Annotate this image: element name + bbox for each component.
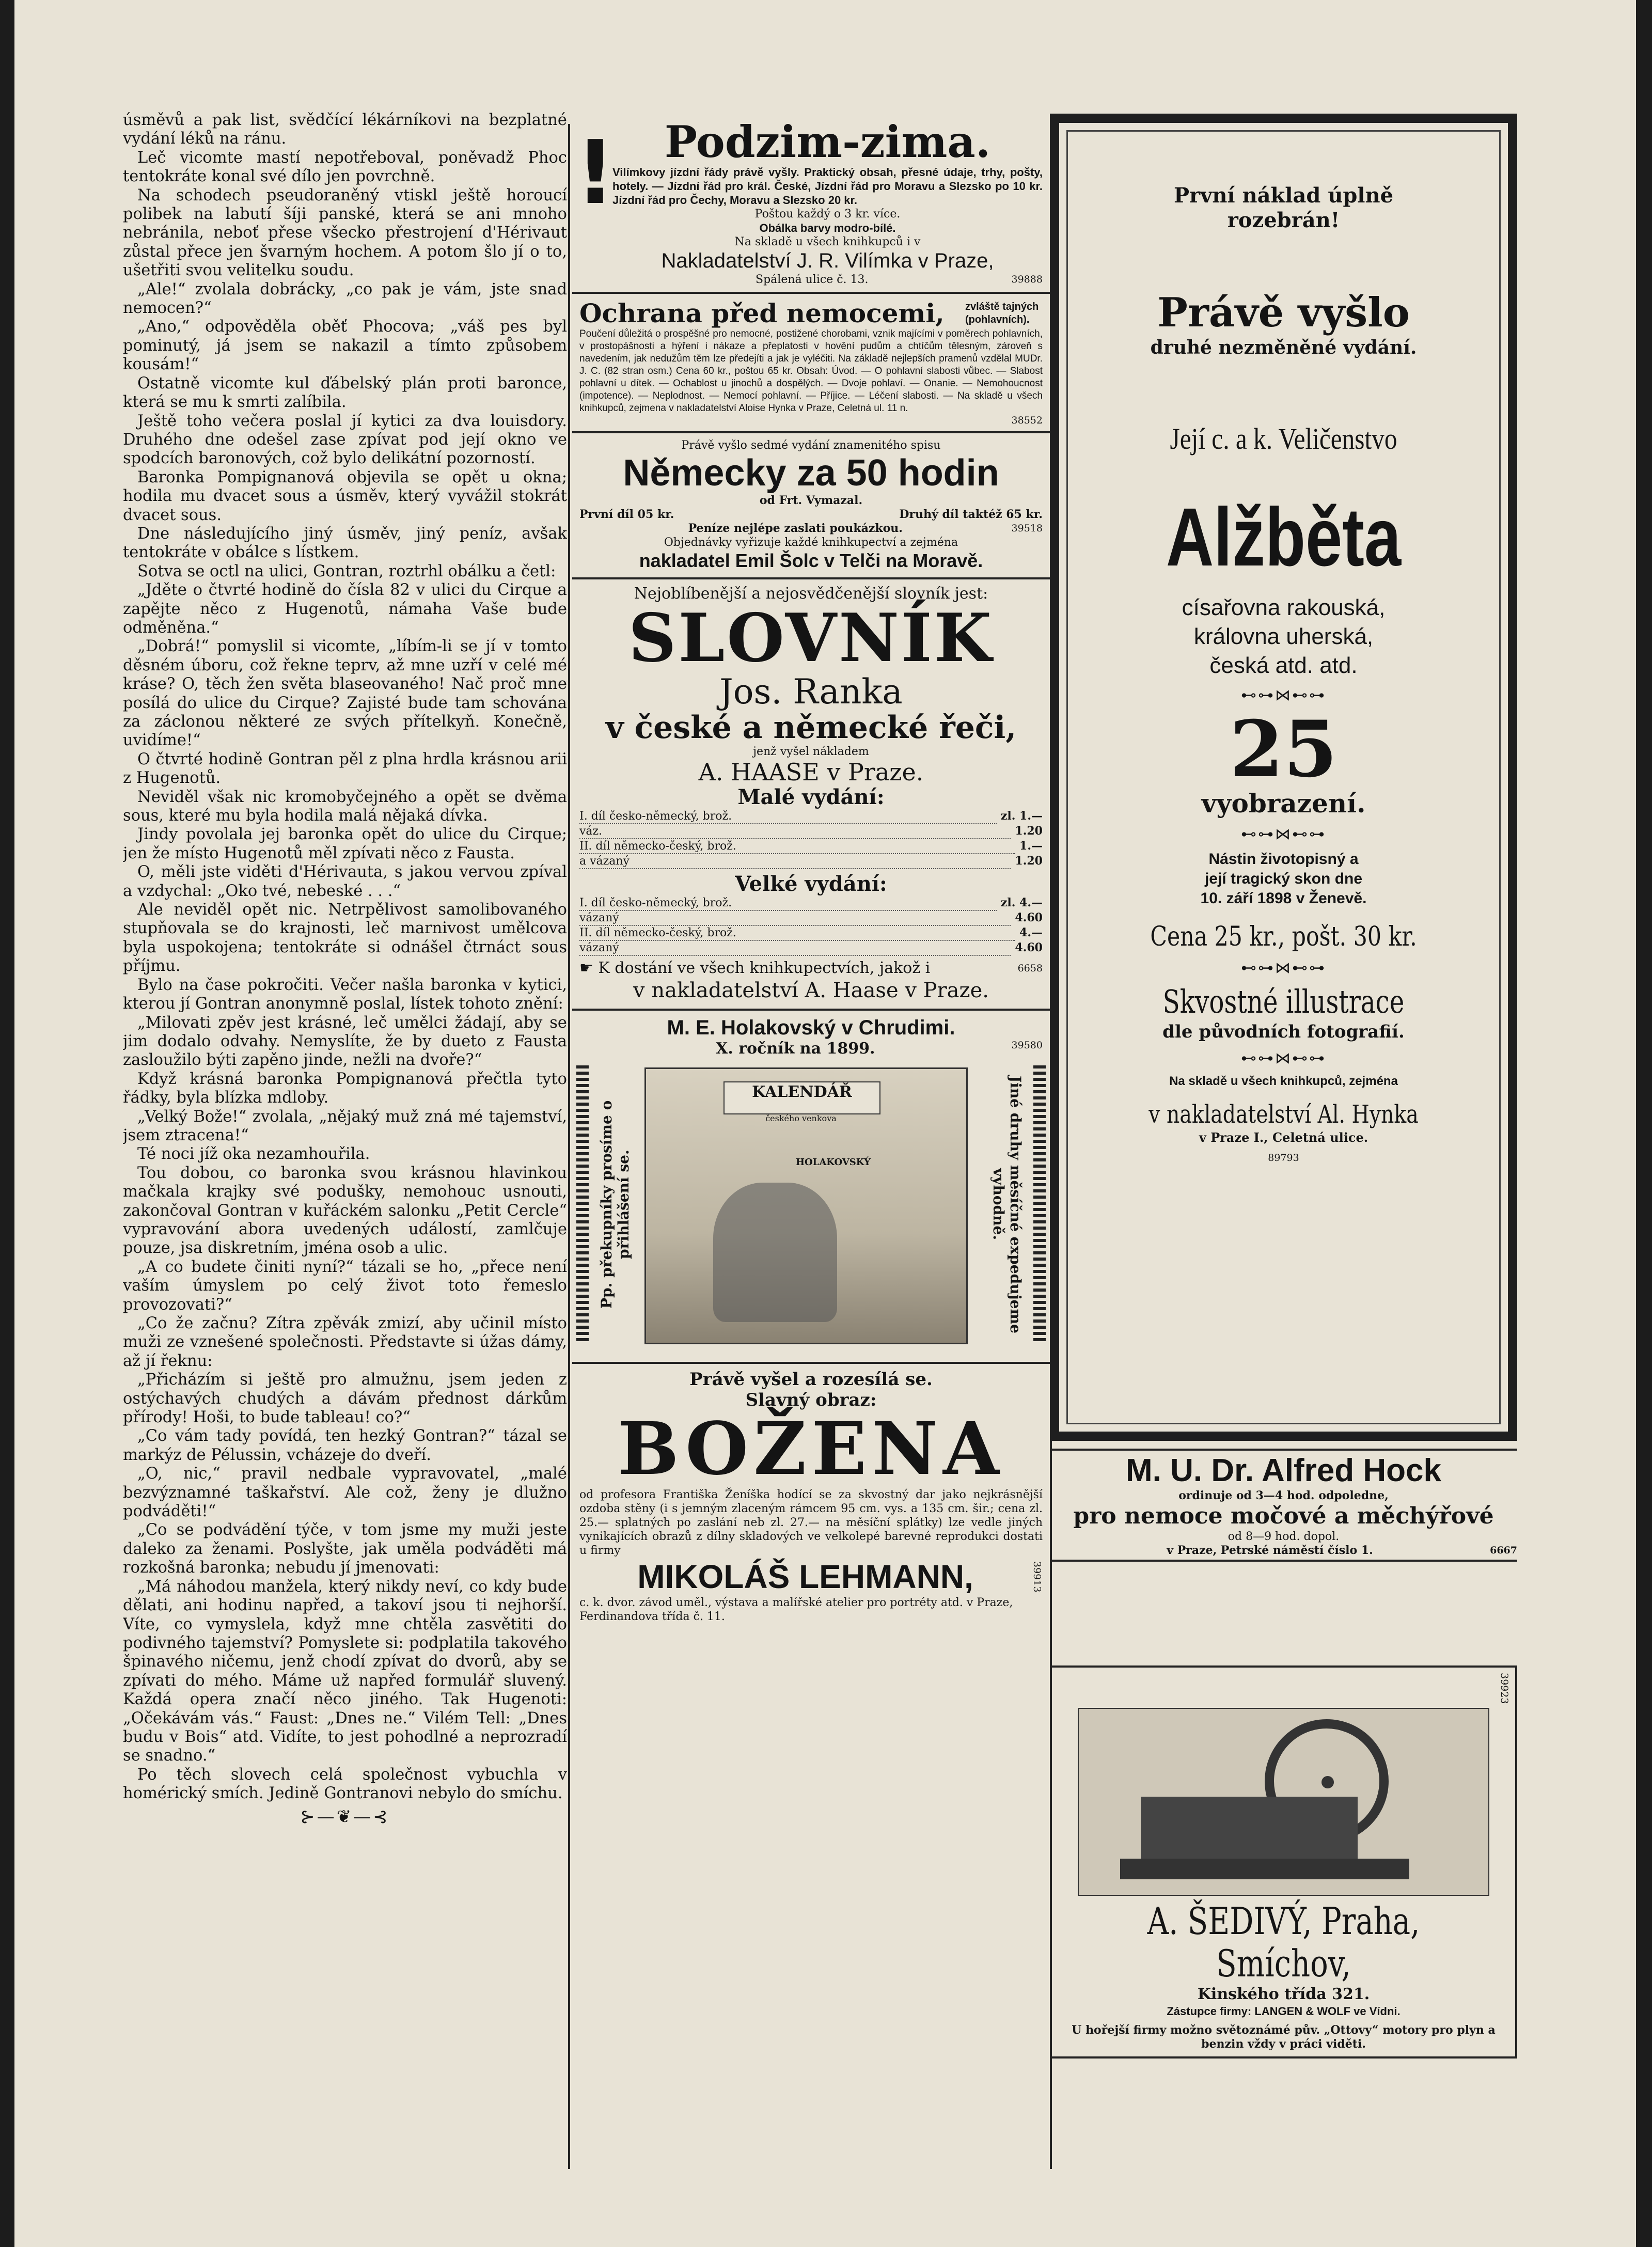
ad-publisher: Nakladatelství J. R. Vilímka v Praze, — [661, 249, 994, 272]
price-label: I. díl česko-německý, brož. — [579, 809, 997, 824]
price-label: I. díl česko-německý, brož. — [579, 896, 997, 911]
ad-title: SLOVNÍK — [628, 600, 994, 677]
ad-publisher: A. HAASE v Praze. — [698, 758, 924, 786]
ad-ref: 39888 — [1011, 274, 1043, 285]
story-paragraph: Jindy povolala jej baronka opět do ulice du Cirque; jen že místo Hugenotů měl zpívati něco z Fausta. — [123, 825, 567, 862]
ad-photos: dle původních fotografií. — [1162, 1022, 1405, 1042]
ad-line2: Objednávky vyřizuje každé knihkupectví a zejména — [664, 536, 958, 549]
calendar-cover-illustration — [644, 1067, 968, 1344]
ad-address: Spálená ulice č. 13. — [756, 273, 869, 286]
story-paragraph: „Ano,“ odpověděla oběť Phocova; „váš pes byl pominutý, já jsem se nakazil a tímto způsobem kousám!“ — [123, 318, 567, 374]
ad-illustrations: vyobrazení. — [1201, 788, 1366, 819]
price-row — [579, 854, 1043, 869]
ad-cover-note: Obálka barvy modro-bílé. — [759, 222, 896, 234]
ad-body: od profesora Františka Ženíška hodící se za skvostný dar jako nejkrásnější ozdoba stěny (i s jemným zlaceným rámcem 95 cm. vys. a 135 cm. šir.; cena zl. 25.— splatných po zaslání neb zl. 27.— na měsíční splátky) lze vedle jiných vynikajících obrazů z dílny skladových ve velkolepé barevné reprodukci dostati u firmy — [579, 1488, 1043, 1557]
story-paragraph: „A co budete činiti nyní?“ tázali se ho, „přece není vaším úmyslem po celý život toto řemeslo provozovati?“ — [123, 1258, 567, 1314]
price-value: zl. 4.— — [1000, 896, 1043, 909]
story-paragraph: „Velký Bože!“ zvolala, „nějaký muž zná mé tajemství, jsem ztracena!“ — [123, 1107, 567, 1144]
ornament-divider: ⊷⊶⋈⊷⊶ — [1241, 1049, 1326, 1067]
ad-pubnote: jenž vyšel nákladem — [753, 745, 869, 758]
ad-line: První náklad úplně — [1173, 183, 1394, 208]
price-value: 4.60 — [1015, 911, 1043, 924]
ad-stock: Na skladě u všech knihkupců i v — [734, 235, 921, 248]
ad-jizdni-rady — [572, 114, 1050, 294]
ad-kalendar — [572, 1011, 1050, 1364]
ad-synopsis: její tragický skon dne — [1204, 870, 1363, 887]
story-paragraph: „Má náhodou manžela, který nikdy neví, co kdy bude dělati, ani hodinu napřed, a takoví jsou ti nejhorší. Víte, co vymyslela, když mne chtěla zasvětiti do podivného tajemství? Pomyslete si: podplatila takového špinavého ničemu, jenž chodí zpívat do dvorů, aby se zpívati do mého. Máme už napřed formulář sluvený. Každá opera značí něco jiného. Tak Hugenoti: „Očekávám vás.“ Faust: „Dnes ne.“ Vilém Tell: „Dnes budu v Bois“ atd. Vidíte, to jest pohodlné a neprozradí se snadno.“ — [123, 1577, 567, 1765]
price-value: 4.— — [1019, 926, 1043, 939]
price-list-large — [579, 896, 1043, 956]
story-paragraph: Baronka Pompignanová objevila se opět u okna; hodila mu dvacet sous a úsměv, který vyvážil stokrát dvacet sous. — [123, 468, 567, 524]
ad-sedivy — [1050, 1665, 1517, 2059]
ad-address: v Praze, Petrské náměstí číslo 1. — [1167, 1544, 1373, 1557]
ad-morning: od 8—9 hod. dopol. — [1228, 1530, 1340, 1543]
story-paragraph: Na schodech pseudoraněný vtiskl ještě horoucí polibek na labutí šíji panské, která se ani mnoho nebránila, neboť přese všecko přestrojení d'Hérivaut zůstal přece jen švarným hochem. A potom šlo jí o to, ušetřiti svou velitelku soudu. — [123, 186, 567, 280]
ad-footer: c. k. dvor. závod uměl., výstava a malířské atelier pro portréty atd. v Praze, Ferdinandova třída č. 11. — [579, 1596, 1013, 1623]
ad-large-head: Velké vydání: — [735, 872, 887, 896]
story-paragraph: „Jděte o čtvrté hodině do čísla 82 v ulici du Cirque a zapějte něco z Hugenotů, námaha Vaše bude odměněna.“ — [123, 581, 567, 637]
story-paragraph: Ještě toho večera poslal jí kytici za dva louisdory. Druhého dne odešel zase zpívat pod její okno ve spodcích baronových, což bylo delikátní pozorností. — [123, 412, 567, 468]
price-row — [579, 941, 1043, 956]
price-label: a vázaný — [579, 854, 1011, 869]
story-paragraph: Dne následujícího jiný úsměv, jiný peníz, avšak tentokráte v obálce s lístkem. — [123, 524, 567, 562]
ad-title: Ochrana před nemocemi, — [579, 298, 945, 328]
story-paragraph: „Milovati zpěv jest krásné, leč umělci žádají, aby se jim dodalo odvahy. Nemyslíte, že by dueto z Fausta zasloužilo býti zapěno jinde, nežli na dvoře?“ — [123, 1013, 567, 1070]
price-list-small — [579, 809, 1043, 869]
ad-vertical-left: Pp. překupníky prosíme o přihlášení se. — [598, 1100, 632, 1309]
ad-spec: pro nemoce močové a měchýřové — [1073, 1503, 1494, 1529]
ad-text: U hořejší firmy možno světoznámé pův. „Ottovy“ motory pro plyn a benzin vždy v práci viděti. — [1072, 2023, 1496, 2051]
ad-name: Alžběta — [1166, 491, 1402, 583]
ornamental-border-right — [1033, 1062, 1046, 1341]
ad-sub: X. ročník na 1899. — [716, 1040, 875, 1058]
story-paragraph: Tou dobou, co baronka svou krásnou hlavinkou mačkala krajky své podušky, nemohouc usnouti, zakončoval Gontran v kuřáckém salonku „Petit Cercle“ vypravování abora uvedených událostí, zamlčuje pouze, jsa diskretním, jména osob a ulic. — [123, 1164, 567, 1258]
story-paragraph: úsměvů a pak list, svědčící lékárníkovi na bezplatné vydání léků na ránu. — [123, 111, 567, 148]
price-value: zl. 1.— — [1000, 809, 1043, 823]
ad-synopsis: 10. září 1898 v Ženevě. — [1200, 890, 1367, 907]
price-row — [579, 896, 1043, 911]
ad-ref: 39913 — [1031, 1561, 1043, 1593]
ad-title: BOŽENA — [618, 1407, 1004, 1491]
ad-title: A. ŠEDIVÝ, Praha, Smíchov, — [1147, 1899, 1420, 1986]
price-value: 1.20 — [1015, 854, 1043, 868]
gas-engine-illustration — [1078, 1708, 1489, 1896]
ad-address: v Praze I., Celetná ulice. — [1199, 1130, 1368, 1145]
price-value: 4.60 — [1015, 941, 1043, 954]
ad-title: Podzim-zima. — [664, 116, 991, 167]
story-paragraph: Po těch slovech celá společnost vybuchla v homérický smích. Jedině Gontranovi nebylo do smíchu. — [123, 1765, 567, 1803]
ornament-divider: ⊷⊶⋈⊷⊶ — [1241, 825, 1326, 843]
ad-illustr-line: Skvostné illustrace — [1162, 983, 1405, 1020]
story-paragraph: „Přicházím si ještě pro almužnu, jsem jeden z ostýchavých chudých a dávám přednost dárkům přírody! Hoši, to bude tableau! co?“ — [123, 1371, 567, 1427]
ad-bozena — [572, 1364, 1050, 1629]
ad-ref: 39923 — [1499, 1673, 1510, 1704]
story-paragraph: Sotva se octl na ulici, Gontran, roztrhl obálku a četl: — [137, 562, 556, 580]
ad-title: Německy za 50 hodin — [623, 452, 999, 494]
ad-vertical-right: Jiné druhy měsíčné expedujeme vyhodně. — [990, 1075, 1024, 1333]
newspaper-page — [14, 0, 1636, 2247]
price-label: vázaný — [579, 941, 1011, 956]
ad-intro: Právě vyšel a rozesílá se. — [689, 1369, 933, 1390]
ad-intro: Nejoblíbenější a nejosvědčenější slovník jest: — [634, 585, 988, 603]
ad-ref: 89793 — [1268, 1152, 1299, 1164]
price-label: II. díl německo-český, brož. — [579, 926, 1015, 941]
story-paragraph: „O, nic,“ pravil nedbale vypravovatel, „malé bezvýznamné taškařství. Ale což, ženy je dlužno podváděti!“ — [123, 1465, 567, 1521]
ad-firm: MIKOLÁŠ LEHMANN, — [637, 1558, 973, 1595]
story-paragraph: O, měli jste viděti d'Hérivauta, s jakou vervou zpíval a vzdychal: „Oko tvé, nebeské . . .“ — [123, 863, 567, 900]
story-column — [123, 111, 567, 2172]
ad-stock: Na skladě u všech knihkupců, zejména — [1169, 1074, 1398, 1088]
ornament-divider: ⊷⊶⋈⊷⊶ — [1241, 686, 1326, 704]
ad-sub: Slavný obraz: — [745, 1390, 877, 1410]
ad-dr-hock — [1050, 1449, 1517, 1562]
cover-name: HOLAKOVSKÝ — [796, 1157, 871, 1168]
cover-sub: českého venkova — [765, 1113, 837, 1123]
ad-synopsis: Nástin životopisný a — [1208, 851, 1359, 868]
exclamation-icon: ! — [575, 122, 616, 224]
story-paragraph: Když krásná baronka Pompignanová přečtla tyto řádky, byla blízka mdloby. — [123, 1070, 567, 1107]
ad-availability: ☛ K dostání ve všech knihkupectvích, jakož i — [579, 959, 931, 977]
ornament-divider: ⊷⊶⋈⊷⊶ — [1241, 959, 1326, 977]
price-row — [579, 824, 1043, 839]
ad-intro: Právě vyšlo sedmé vydání znamenitého spisu — [681, 439, 941, 452]
ad-small-head: Malé vydání: — [737, 785, 885, 809]
story-paragraph: „Ale!“ zvolala dobrácky, „co pak je vám, jste snad nemocen?“ — [123, 280, 567, 318]
story-paragraph: Leč vicomte mastí nepotřeboval, poněvadž Phoc tentokráte konal své dílo jen povrchně. — [123, 148, 567, 186]
ad-ochrana — [572, 294, 1050, 433]
story-paragraph: „Co vám tady povídá, ten hezký Gontran?“ tázal se markýz de Pélussin, vcházeje do dveří. — [123, 1427, 567, 1464]
price-label: II. díl německo-český, brož. — [579, 839, 1015, 854]
ads-column-middle — [572, 114, 1050, 2177]
ad-title-line: královna uherská, — [1193, 624, 1374, 649]
story-paragraph: „Co že začnu? Zítra zpěvák zmizí, aby učinil místo muži ze vznešené společnosti. Představte si úžas dámy, až jí řeknu: — [123, 1314, 567, 1370]
price-value: 1.20 — [1015, 824, 1043, 838]
ad-publisher: v nakladatelství Al. Hynka — [1148, 1100, 1419, 1129]
price-row — [579, 926, 1043, 941]
ad-author: Jos. Ranka — [719, 672, 903, 712]
ad-publisher: nakladatel Emil Šolc v Telči na Moravě. — [639, 550, 983, 571]
ad-ref: 6667 — [1490, 1545, 1517, 1556]
price-row — [579, 839, 1043, 854]
ad-title-line: císařovna rakouská, — [1182, 595, 1386, 620]
ad-line1: Peníze nejlépe zaslati poukázkou. — [688, 522, 903, 535]
price-row — [579, 809, 1043, 824]
ads-column-right — [1050, 111, 1525, 2177]
ad-title: M. E. Holakovský v Chrudimi. — [667, 1016, 955, 1039]
ad-title-side: zvláště tajných (pohlavních). — [965, 301, 1039, 325]
ad-price: Cena 25 kr., pošt. 30 kr. — [1150, 921, 1417, 952]
ad-part1: První díl 05 kr. — [579, 508, 674, 521]
ad-ref: 39518 — [1011, 523, 1043, 534]
ad-headline: Právě vyšlo — [1157, 289, 1410, 336]
ad-edition: druhé nezměněné vydání. — [1150, 337, 1417, 358]
ad-line: rozebrán! — [1227, 208, 1340, 232]
story-paragraph: „Co se podvádění týče, v tom jsme my muži jeste daleko za ženami. Poslyšte, jak uměla podváděti má rozkošná baronka; nebudu jí jmenovati: — [123, 1521, 567, 1577]
cover-title: KALENDÁŘ — [723, 1081, 880, 1114]
price-label: váz. — [579, 824, 1011, 839]
ad-body: Poučení důležitá o prospěšné pro nemocné, postižené chorobami, vznik majícími v poměrech pohlavních, v prostopášnosti a hýření i nákaze a přeplatosti v hovění pudům a chtíčům tělesným, zároveň s navedením, jak nedužům těm lze předejíti a jak je vyléčiti. Na základě nejlepších pramenů vzdělal MUDr. J. C. (82 stran osm.) Cena 60 kr., poštou 65 kr. Obsah: Úvod. — O pohlavní slabosti vůbec. — Slabost pohlavní u dítek. — Ochablost u jinochů a dospělých. — Dvoje pohlaví. — Onanie. — Nemohoucnost (impotence). — Neplodnost. — Nemocí pohlavní. — Příjice. — Léčení slabosti. — Na skladě u všech knihkupců, zejmena v nakladatelství Aloise Hynka v Praze, Celetná ul. 11 n. — [579, 328, 1043, 414]
price-label: vázaný — [579, 911, 1011, 926]
ad-alzbeta-frame — [1050, 114, 1517, 1441]
ad-number: 25 — [1230, 704, 1338, 795]
ad-ref: 6658 — [1017, 963, 1043, 974]
story-paragraph: Té noci jíž oka nezamhouřila. — [137, 1145, 370, 1164]
ad-agent: Zástupce firmy: LANGEN & WOLF ve Vídni. — [1167, 2005, 1401, 2018]
ad-nemecky — [572, 433, 1050, 579]
ad-subtitle: v české a německé řeči, — [605, 710, 1017, 746]
story-paragraph: „Dobrá!“ pomyslil si vicomte, „líbím-li se jí v tomto děsném úboru, což řekne teprv, až mne uzří v celé mé kráse? O, těch žen světa blaseovaného! Nač proč mne posílá do ulice du Cirque? Zajisté bude tam schována za záclonou některé ze svých přítelkyň. Konečně, uvidíme!“ — [123, 637, 567, 750]
story-paragraph: Ostatně vicomte kul ďábelský plán proti baronce, která se mu k smrti zalíbila. — [123, 374, 567, 412]
figures-illustration — [713, 1183, 837, 1322]
price-value: 1.— — [1019, 839, 1043, 853]
ad-ref: 39580 — [1011, 1040, 1043, 1051]
ad-postage: Poštou každý o 3 kr. více. — [754, 208, 901, 221]
column-rule — [568, 124, 570, 2169]
ornamental-border-left — [576, 1062, 589, 1341]
story-paragraph: Neviděl však nic kromobyčejného a opět se dvěma sous, které mu byla hodila malá nějaká dívka. — [123, 788, 567, 825]
story-paragraph: Bylo na čase pokročiti. Večer našla baronka v kytici, kterou jí Gontran anonymně poslal, lístek tohoto znění: — [123, 976, 567, 1013]
ad-part2: Druhý díl taktéž 65 kr. — [899, 508, 1043, 521]
end-ornament: ⊱—❦—⊰ — [300, 1806, 390, 1827]
price-row — [579, 911, 1043, 926]
ad-title: M. U. Dr. Alfred Hock — [1126, 1453, 1441, 1488]
ad-slovnik — [572, 579, 1050, 1011]
ad-author: od Frt. Vymazal. — [759, 494, 863, 507]
ad-ref: 38552 — [1011, 415, 1043, 426]
ad-title-line: česká atd. atd. — [1209, 653, 1358, 678]
story-paragraph: O čtvrté hodině Gontran pěl z plna hrdla krásnou arii z Hugenotů. — [123, 750, 567, 788]
ad-hours: ordinuje od 3—4 hod. odpoledne, — [1178, 1489, 1389, 1502]
ad-body: Vilímkovy jízdní řády právě vyšly. Praktický obsah, přesné údaje, trhy, pošty, hotely. — Jízdní řád pro král. České, Jízdní řád pro Moravu a Slezsko po 10 kr. Jízdní řád pro Čechy, Moravu a Slezsko 20 kr. — [612, 166, 1043, 207]
story-paragraph: Ale neviděl opět nic. Netrpělivost samolibovaného stupňovala se do krajnosti, leč marnivost umělcova byla uspokojena; tentokráte si odnášel čtrnáct sous příjmu. — [123, 901, 567, 976]
ad-footer: v nakladatelství A. Haase v Praze. — [633, 979, 989, 1002]
ad-majesty: Její c. a k. Veličenstvo — [1170, 422, 1397, 455]
ad-street: Kinského třída 321. — [1197, 1985, 1370, 2004]
